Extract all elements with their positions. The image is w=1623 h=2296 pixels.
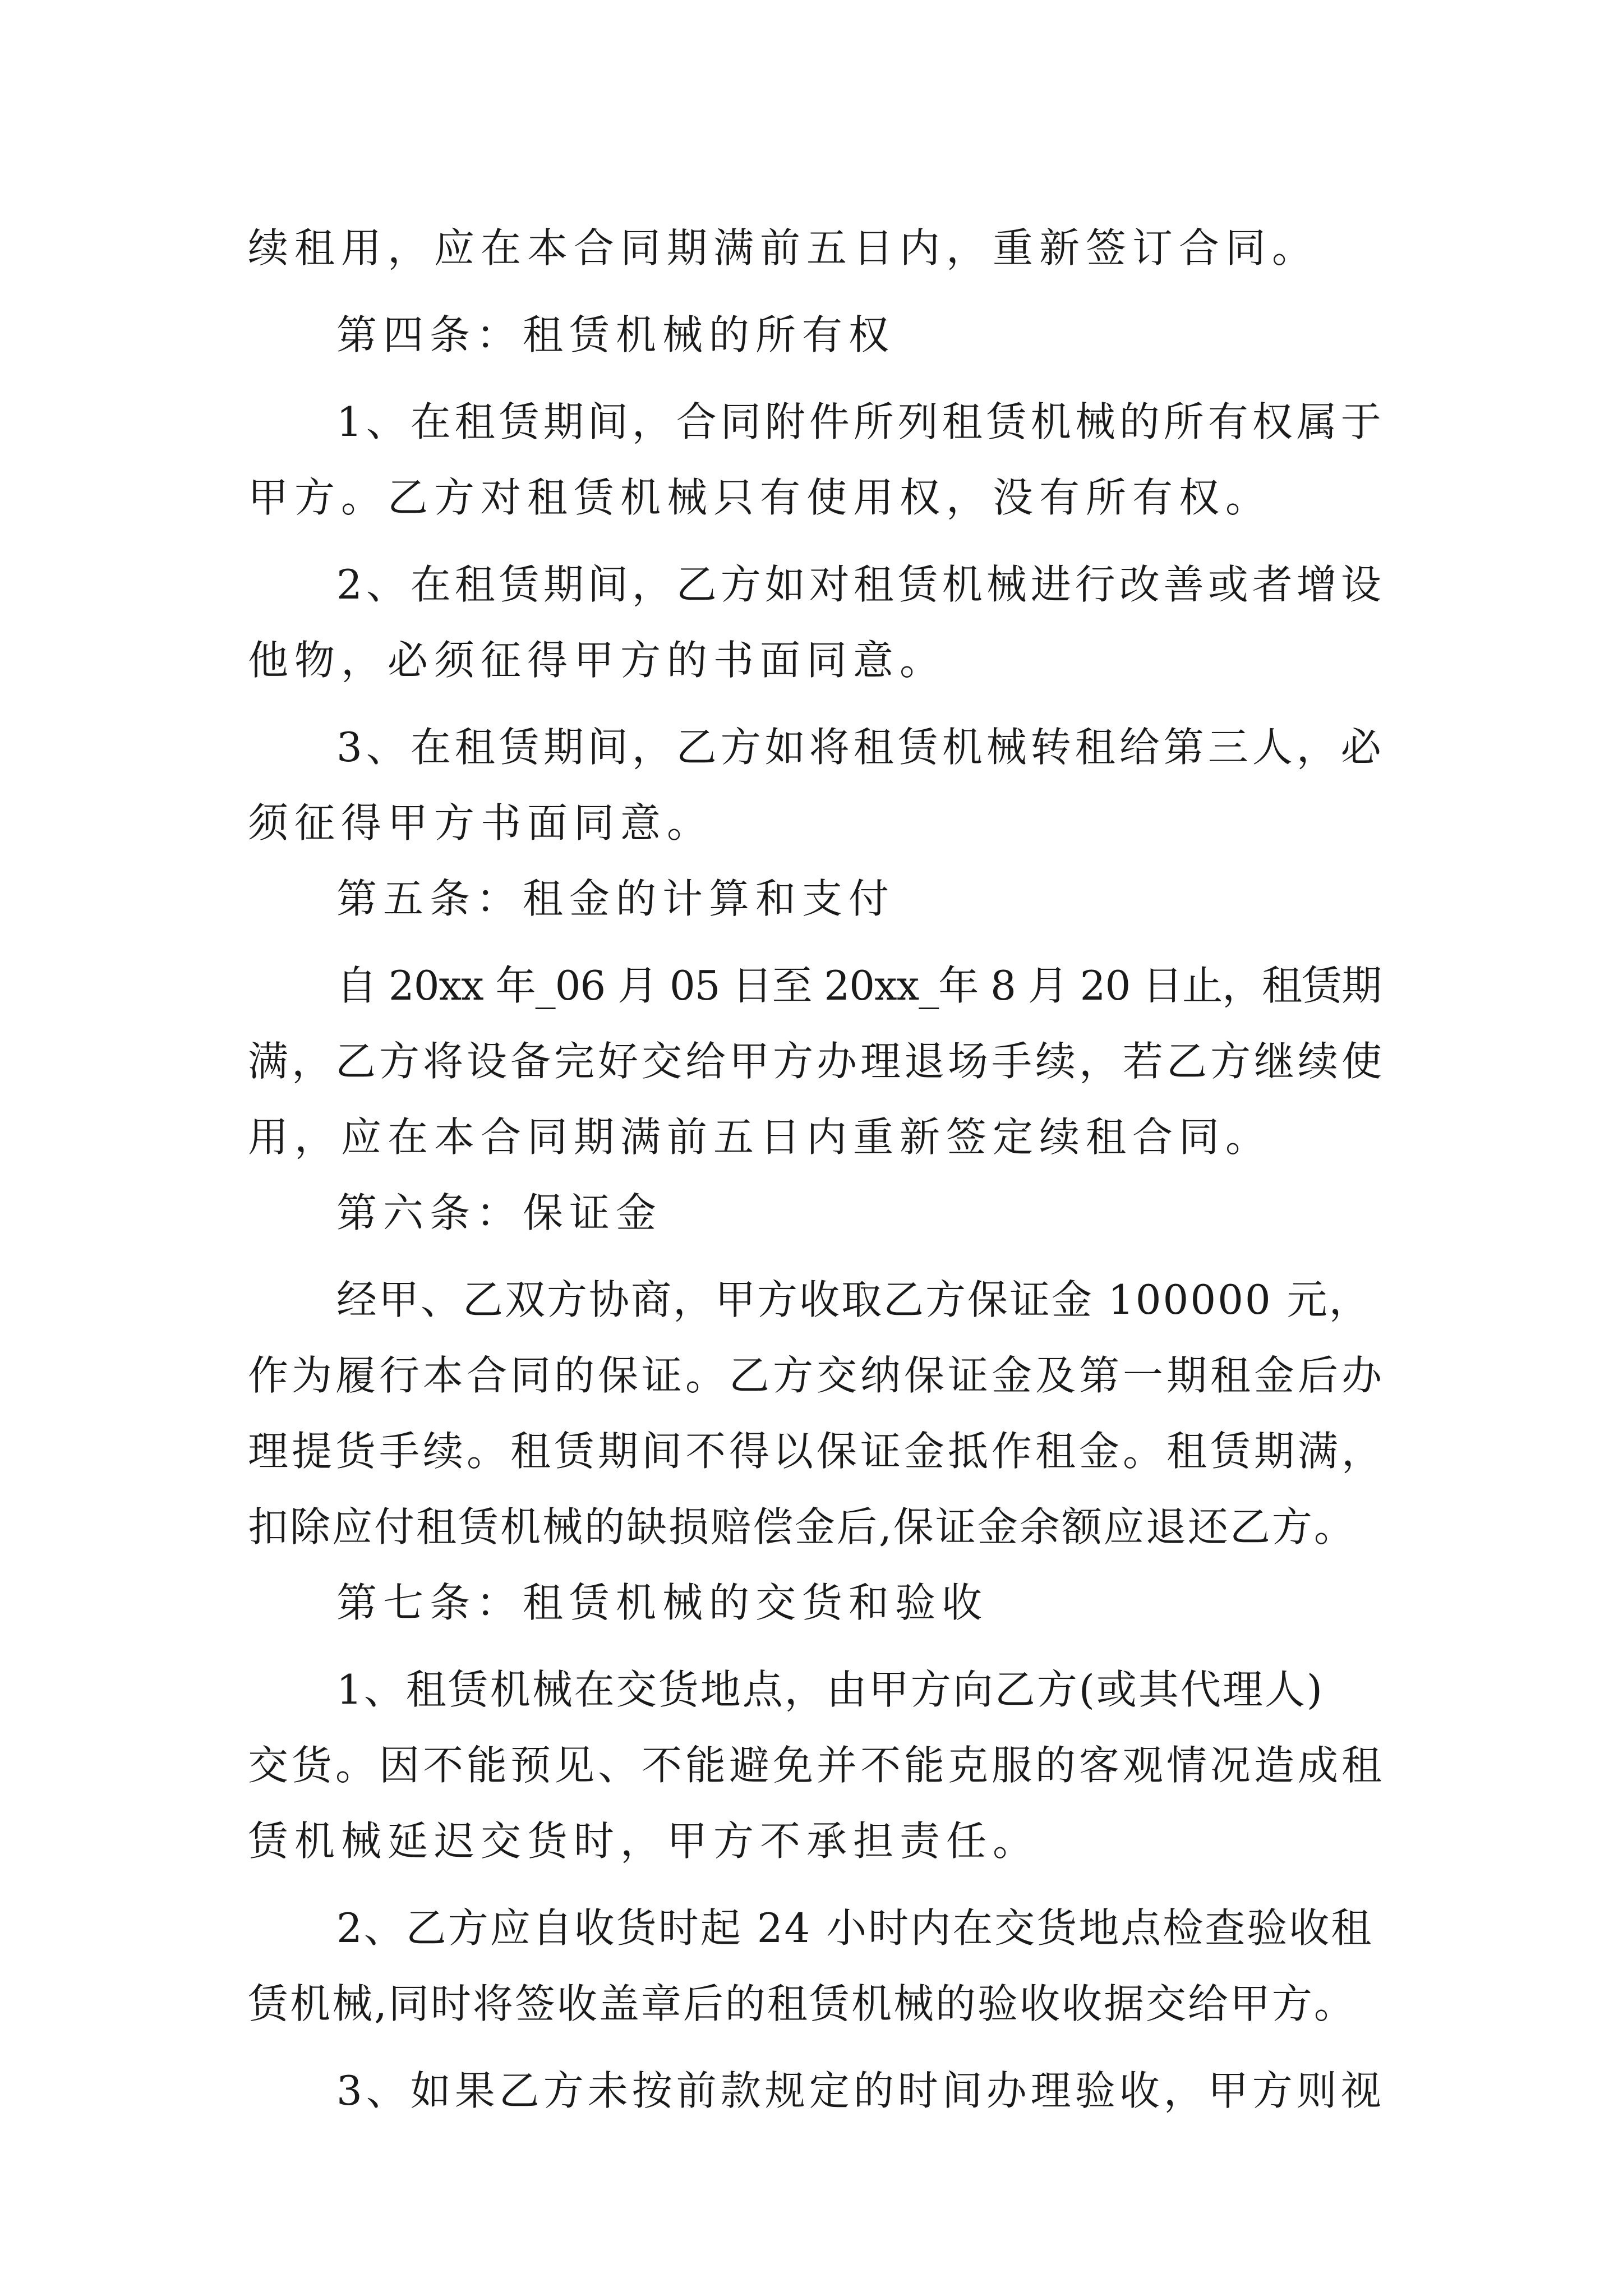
section-heading-article-4: 第四条：租赁机械的所有权 [336,311,896,358]
text-line: 3、如果乙方未按前款规定的时间办理验收，甲方则视 [336,2067,1385,2114]
text-line: 他物，必须征得甲方的书面同意。 [248,637,947,684]
text-line: 续租用，应在本合同期满前五日内，重新签订合同。 [248,224,1319,272]
text-line: 赁机械延迟交货时，甲方不承担责任。 [248,1818,1040,1865]
text-line: 交货。因不能预见、不能避免并不能克服的客观情况造成租 [248,1742,1386,1789]
text-line: 甲方。乙方对租赁机械只有使用权，没有所有权。 [248,474,1272,521]
text-line: 满，乙方将设备完好交给甲方办理退场手续，若乙方继续使 [248,1038,1386,1085]
text-line: 用，应在本合同期满前五日内重新签定续租合同。 [248,1114,1272,1161]
text-line: 1、租赁机械在交货地点，由甲方向乙方(或其代理人) [336,1666,1324,1713]
section-heading-article-7: 第七条：租赁机械的交货和验收 [336,1579,989,1626]
text-line: 须征得甲方书面同意。 [248,799,714,846]
text-line: 经甲、乙双方协商，甲方收取乙方保证金 100000 元， [336,1276,1371,1323]
text-line: 作为履行本合同的保证。乙方交纳保证金及第一期租金后办 [248,1352,1386,1399]
text-line: 2、在租赁期间，乙方如对租赁机械进行改善或者增设 [336,561,1385,608]
section-heading-article-5: 第五条：租金的计算和支付 [336,875,896,922]
text-line: 3、在租赁期间，乙方如将租赁机械转租给第三人，必 [336,724,1385,771]
text-line: 2、乙方应自收货时起 24 小时内在交货地点检查验收租 [336,1904,1373,1952]
text-line: 赁机械,同时将签收盖章后的租赁机械的验收收据交给甲方。 [248,1980,1356,2027]
text-line: 1、在租赁期间，合同附件所列租赁机械的所有权属于 [336,398,1385,445]
text-line: 自 20xx 年_06 月 05 日至 20xx_年 8 月 20 日止，租赁期 [336,962,1382,1009]
text-line: 扣除应付租赁机械的缺损赔偿金后,保证金余额应退还乙方。 [248,1503,1356,1550]
section-heading-article-6: 第六条：保证金 [336,1189,663,1236]
text-line: 理提货手续。租赁期间不得以保证金抵作租金。租赁期满， [248,1428,1386,1475]
